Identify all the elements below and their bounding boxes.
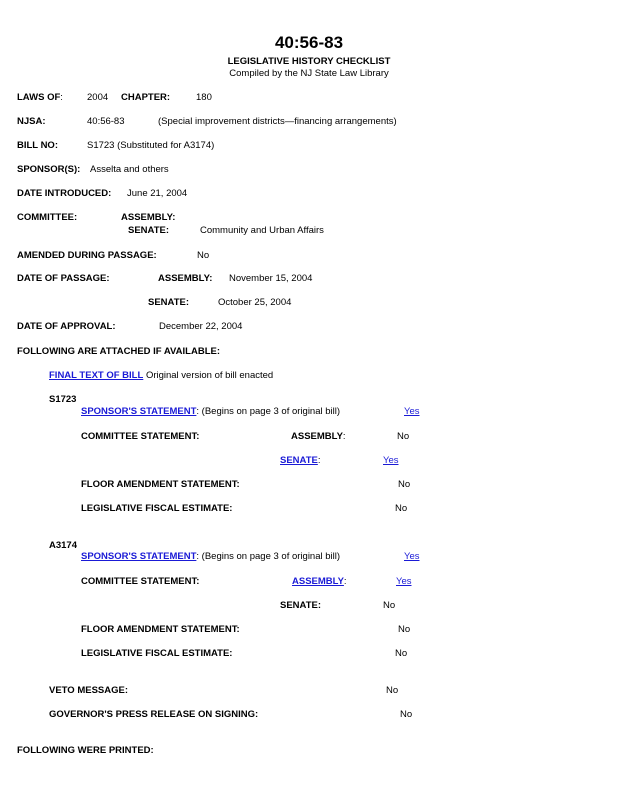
a3174-assembly-link[interactable]: ASSEMBLY (292, 576, 344, 587)
a3174-assembly-yes[interactable]: Yes (396, 576, 412, 587)
date-of-approval-label: DATE OF APPROVAL: (17, 321, 116, 332)
a3174-sponsor-statement-link[interactable]: SPONSOR'S STATEMENT (81, 551, 197, 562)
s1723-committee-statement-label: COMMITTEE STATEMENT: (81, 431, 200, 442)
a3174-sponsor-statement-row (81, 551, 340, 563)
date-introduced-value: June 21, 2004 (127, 188, 188, 199)
a3174-assembly-label: ASSEMBLY: (292, 576, 347, 587)
s1723-sponsor-statement-link[interactable]: SPONSOR'S STATEMENT (81, 406, 197, 417)
press-release-value: No (400, 709, 413, 720)
date-of-passage-label: DATE OF PASSAGE: (17, 273, 110, 284)
committee-assembly-label: ASSEMBLY: (121, 212, 176, 223)
njsa-label: NJSA: (17, 116, 46, 127)
committee-senate-value: Community and Urban Affairs (200, 225, 324, 236)
a3174-sponsor-statement-note: : (Begins on page 3 of original bill) (196, 551, 341, 562)
page-title: 40:56-83 (274, 33, 344, 52)
compiled-by: Compiled by the NJ State Law Library (229, 68, 389, 79)
a3174-fiscal-estimate-label: LEGISLATIVE FISCAL ESTIMATE: (81, 648, 233, 659)
final-text-description: Original version of bill enacted (145, 370, 274, 381)
s1723-sponsor-statement-yes[interactable]: Yes (404, 406, 420, 417)
njsa-description: (Special improvement districts—financing arrangements) (158, 116, 397, 127)
a3174-senate-value: No (383, 600, 396, 611)
date-introduced-label: DATE INTRODUCED: (17, 188, 112, 199)
committee-senate-label: SENATE: (128, 225, 169, 236)
chapter-label: CHAPTER: (121, 92, 171, 103)
s1723-floor-amendment-label: FLOOR AMENDMENT STATEMENT: (81, 479, 240, 490)
amended-value: No (197, 250, 210, 261)
passage-assembly-label: ASSEMBLY: (158, 273, 213, 284)
s1723-fiscal-estimate-value: No (395, 503, 408, 514)
a3174-committee-statement-label: COMMITTEE STATEMENT: (81, 576, 200, 587)
a3174-floor-amendment-value: No (398, 624, 411, 635)
s1723-assembly-value: No (397, 431, 410, 442)
date-of-approval-value: December 22, 2004 (159, 321, 243, 332)
veto-value: No (386, 685, 399, 696)
s1723-sponsor-statement-note: : (Begins on page 3 of original bill) (196, 406, 341, 417)
laws-of-year: 2004 (87, 92, 109, 103)
sponsors-value: Asselta and others (90, 164, 169, 175)
a3174-senate-label: SENATE: (280, 600, 321, 611)
s1723-sponsor-statement-row (81, 406, 340, 418)
s1723-heading: S1723 (49, 394, 77, 405)
bill-no-label: BILL NO: (17, 140, 58, 151)
a3174-floor-amendment-label: FLOOR AMENDMENT STATEMENT: (81, 624, 240, 635)
s1723-fiscal-estimate-label: LEGISLATIVE FISCAL ESTIMATE: (81, 503, 233, 514)
laws-of-label: LAWS OF: (17, 92, 63, 103)
final-text-link[interactable]: FINAL TEXT OF BILL (49, 370, 144, 381)
bill-no-value: S1723 (Substituted for A3174) (87, 140, 215, 151)
s1723-assembly-label: ASSEMBLY: (291, 431, 346, 442)
veto-label: VETO MESSAGE: (49, 685, 129, 696)
attached-heading: FOLLOWING ARE ATTACHED IF AVAILABLE: (17, 346, 220, 357)
a3174-heading: A3174 (49, 540, 77, 551)
committee-label: COMMITTEE: (17, 212, 78, 223)
s1723-senate-yes[interactable]: Yes (383, 455, 399, 466)
njsa-number: 40:56-83 (87, 116, 125, 127)
amended-label: AMENDED DURING PASSAGE: (17, 250, 157, 261)
final-text-row (49, 370, 273, 382)
s1723-senate-label: SENATE: (280, 455, 321, 466)
s1723-floor-amendment-value: No (398, 479, 411, 490)
sponsors-label: SPONSOR(S): (17, 164, 81, 175)
passage-senate-value: October 25, 2004 (218, 297, 292, 308)
a3174-fiscal-estimate-value: No (395, 648, 408, 659)
passage-senate-label: SENATE: (148, 297, 189, 308)
press-release-label: GOVERNOR'S PRESS RELEASE ON SIGNING: (49, 709, 259, 720)
checklist-subtitle: LEGISLATIVE HISTORY CHECKLIST (227, 56, 391, 67)
chapter-value: 180 (196, 92, 212, 103)
a3174-sponsor-statement-yes[interactable]: Yes (404, 551, 420, 562)
passage-assembly-value: November 15, 2004 (229, 273, 313, 284)
printed-heading: FOLLOWING WERE PRINTED: (17, 745, 154, 756)
s1723-senate-link[interactable]: SENATE (280, 455, 318, 466)
